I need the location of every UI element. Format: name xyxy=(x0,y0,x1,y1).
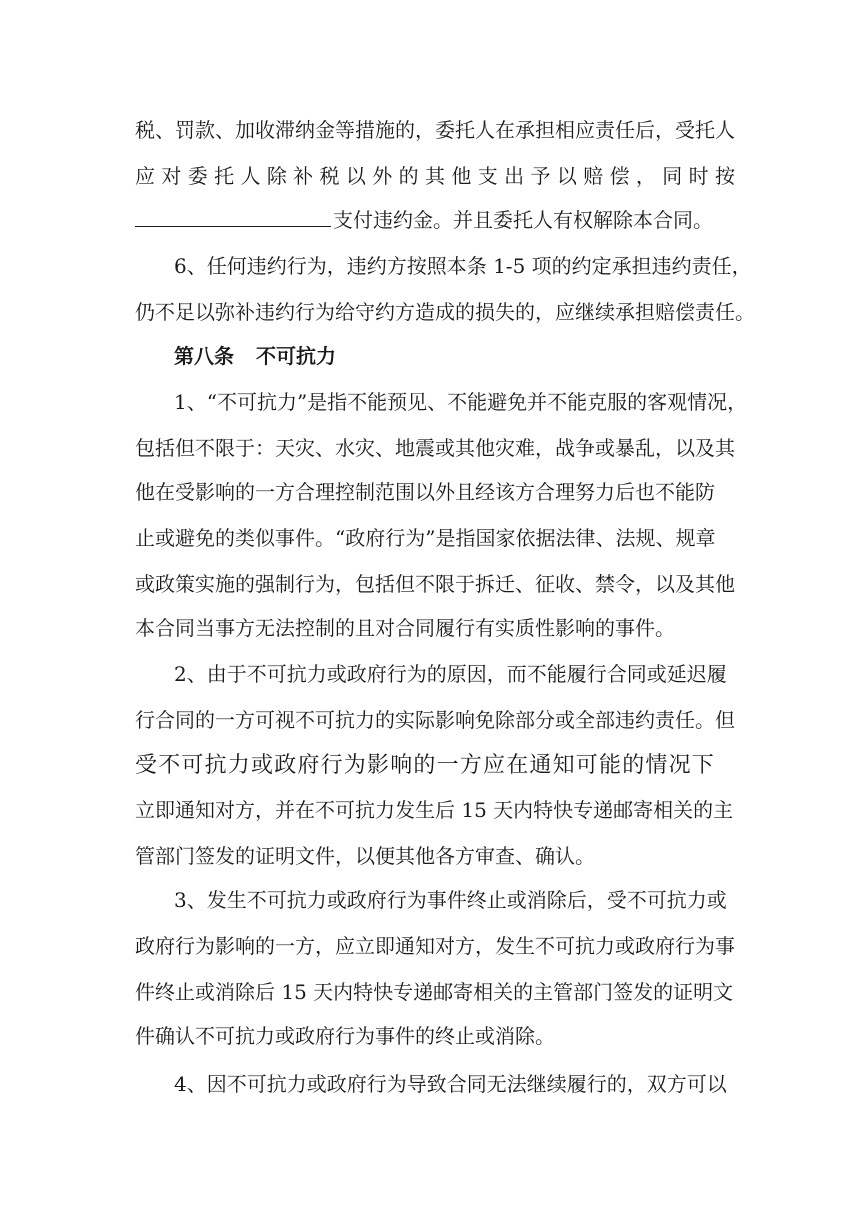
text-line xyxy=(0,154,868,198)
text-line xyxy=(0,606,868,650)
text-line xyxy=(0,470,868,514)
fill-in-blank xyxy=(135,224,331,227)
paragraph-text: 件终止或消除后 15 天内特快专递邮寄相关的主管部门签发的证明文 xyxy=(135,980,734,1004)
text-line xyxy=(0,1062,868,1106)
paragraph-text: 支付违约金。并且委托人有权解除本合同。 xyxy=(333,208,713,232)
paragraph-text: 2、由于不可抗力或政府行为的原因，而不能履行合同或延迟履 xyxy=(174,662,727,686)
paragraph-text: 件确认不可抗力或政府行为事件的终止或消除。 xyxy=(135,1024,555,1048)
paragraph-text: 或政策实施的强制行为，包括但不限于拆迁、征收、禁令，以及其他 xyxy=(135,572,735,596)
paragraph-text: 6、任何违约行为，违约方按照本条 1-5 项的约定承担违约责任， xyxy=(174,254,752,278)
paragraph-text-with-blank xyxy=(135,198,713,242)
paragraph-text: 3、发生不可抗力或政府行为事件终止或消除后，受不可抗力或 xyxy=(174,888,727,912)
paragraph-text: 本合同当事方无法控制的且对合同履行有实质性影响的事件。 xyxy=(135,616,675,640)
text-line xyxy=(0,652,868,696)
paragraph-text: 行合同的一方可视不可抗力的实际影响免除部分或全部违约责任。但 xyxy=(135,708,735,732)
paragraph-text: 立即通知对方，并在不可抗力发生后 15 天内特快专递邮寄相关的主 xyxy=(135,798,734,822)
text-line xyxy=(0,834,868,878)
text-line xyxy=(0,380,868,424)
paragraph-text: 止或避免的类似事件。“政府行为”是指国家依据法律、法规、规章 xyxy=(135,526,716,550)
paragraph-text: 4、因不可抗力或政府行为导致合同无法继续履行的，双方可以 xyxy=(174,1072,727,1096)
text-line xyxy=(0,290,868,334)
paragraph-text: 税、罚款、加收滞纳金等措施的，委托人在承担相应责任后，受托人 xyxy=(135,118,735,142)
text-line xyxy=(0,744,868,788)
article-heading-text xyxy=(174,334,336,378)
text-line xyxy=(0,788,868,832)
article-title: 不可抗力 xyxy=(256,344,336,368)
text-line xyxy=(0,878,868,922)
text-line xyxy=(0,562,868,606)
paragraph-text: 1、“不可抗力”是指不能预见、不能避免并不能克服的客观情况， xyxy=(174,390,748,414)
text-line xyxy=(0,970,868,1014)
paragraph-text: 仍不足以弥补违约行为给守约方造成的损失的，应继续承担赔偿责任。 xyxy=(135,300,755,324)
text-line xyxy=(0,698,868,742)
paragraph-text: 包括但不限于：天灾、水灾、地震或其他灾难，战争或暴乱，以及其 xyxy=(135,436,735,460)
text-line xyxy=(0,426,868,470)
text-line xyxy=(0,516,868,560)
paragraph-text: 应对委托人除补税以外的其他支出予以赔偿，同时按 xyxy=(135,164,735,188)
paragraph-text: 他在受影响的一方合理控制范围以外且经该方合理努力后也不能防 xyxy=(135,480,715,504)
text-line xyxy=(0,244,868,288)
article-number: 第八条 xyxy=(174,344,234,368)
text-line xyxy=(0,1014,868,1058)
paragraph-text: 管部门签发的证明文件，以便其他各方审查、确认。 xyxy=(135,844,595,868)
text-line xyxy=(0,924,868,968)
article-heading xyxy=(0,334,868,378)
text-line xyxy=(0,198,868,242)
paragraph-text: 受不可抗力或政府行为影响的一方应在通知可能的情况下 xyxy=(135,753,716,778)
text-line xyxy=(0,108,868,152)
paragraph-text: 政府行为影响的一方，应立即通知对方，发生不可抗力或政府行为事 xyxy=(135,934,735,958)
